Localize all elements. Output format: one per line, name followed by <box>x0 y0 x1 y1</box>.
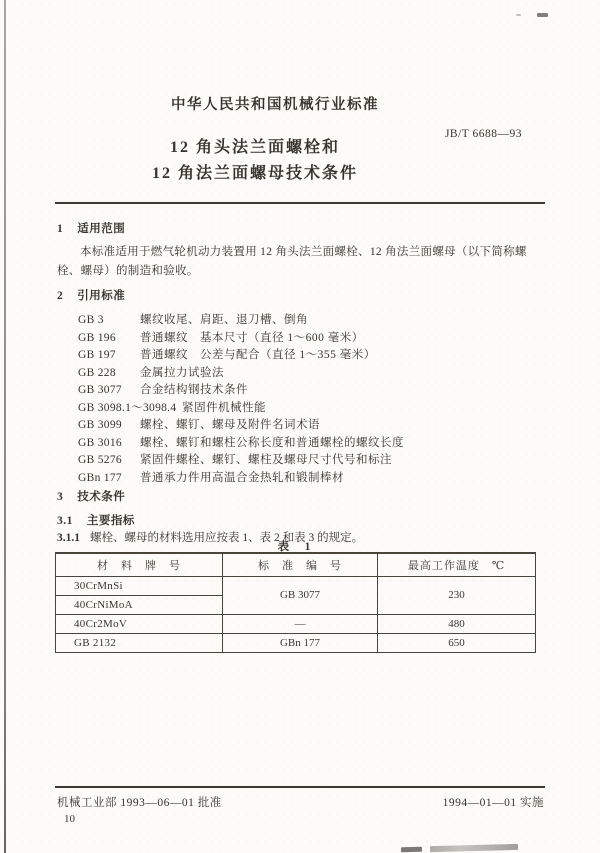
section-3-number: 3 <box>57 491 64 503</box>
clause-3-1-1-text: 螺栓、螺母的材料选用应按表 1、表 2 和表 3 的规定。 <box>90 532 364 544</box>
standard-code: GB 3098.1～3098.4 <box>78 401 177 414</box>
scan-artifact-dot <box>516 14 521 16</box>
standard-title: 普通螺纹 公差与配合（直径 1～355 毫米） <box>140 349 376 361</box>
section-1-heading <box>57 220 125 236</box>
section-3-1-number: 3.1 <box>57 515 73 527</box>
standard-title: 普通承力件用高温合金热轧和锻制棒材 <box>140 471 344 484</box>
standard-title: 螺纹收尾、肩距、退刀槽、倒角 <box>140 314 308 326</box>
standard-code: GB 196 <box>78 331 116 344</box>
standard-code: GB 3016 <box>78 436 122 449</box>
list-item <box>78 417 538 435</box>
footer-implementation-text: 1994—01—01 实施 <box>442 797 544 809</box>
cell-max-temp: 480 <box>378 614 536 633</box>
section-2-title: 引用标准 <box>77 290 126 302</box>
clause-3-1-1-number: 3.1.1 <box>57 532 80 544</box>
section-1-title: 适用范围 <box>77 223 126 235</box>
footer-divider <box>55 786 545 788</box>
list-item <box>78 312 538 330</box>
table-row <box>56 614 536 633</box>
standard-code: GB 3077 <box>78 384 122 396</box>
section-2-heading <box>57 287 125 303</box>
list-item <box>78 435 538 453</box>
standard-code: GBn 177 <box>78 471 122 484</box>
document-title-line2: 12 角法兰面螺母技术条件 <box>151 165 358 182</box>
cell-max-temp: 230 <box>378 576 536 614</box>
cell-standard: GB 3077 <box>223 576 378 614</box>
column-header-material: 材 料 牌 号 <box>56 553 223 576</box>
header-divider <box>55 202 545 204</box>
cell-material: 40Cr2MoV <box>56 614 223 633</box>
section-1-number: 1 <box>57 223 64 235</box>
standard-title: 紧固件螺栓、螺钉、螺柱及螺母尺寸代号和标注 <box>140 454 392 466</box>
standard-org-label: 中华人民共和国机械行业标准 <box>171 97 379 113</box>
table-header-row <box>56 553 536 576</box>
cell-material: 30CrMnSi <box>56 576 223 595</box>
standard-code: GB 3099 <box>78 419 122 431</box>
column-header-standard: 标 准 编 号 <box>223 553 378 576</box>
list-item <box>78 365 538 383</box>
list-item <box>78 452 538 470</box>
scan-edge-shadow <box>4 0 6 853</box>
section-3-1-title: 主要指标 <box>86 515 135 527</box>
standard-title: 螺栓、螺钉和螺柱公称长度和普通螺栓的螺纹长度 <box>140 436 404 449</box>
standard-code: GB 197 <box>78 349 116 361</box>
referenced-standards-list <box>78 312 538 487</box>
scan-artifact-dash <box>537 13 548 17</box>
standard-code: GB 228 <box>78 366 116 379</box>
cell-standard: GBn 177 <box>223 633 378 652</box>
list-item <box>78 382 538 400</box>
cell-standard: — <box>223 614 378 633</box>
cell-max-temp: 650 <box>378 633 536 652</box>
list-item <box>78 347 538 365</box>
standard-title: 普通螺纹 基本尺寸（直径 1～600 毫米） <box>140 331 364 344</box>
list-item <box>78 400 538 418</box>
table-row <box>56 633 536 652</box>
section-3-heading <box>57 488 125 504</box>
standard-code: GB 5276 <box>78 454 122 466</box>
document-title-line1: 12 角头法兰面螺栓和 <box>169 139 340 156</box>
standard-title: 金属拉力试验法 <box>140 366 224 379</box>
column-header-max-temp: 最高工作温度 ℃ <box>378 553 536 576</box>
section-2-number: 2 <box>57 290 64 302</box>
footer-approval-text: 机械工业部 1993—06—01 批准 <box>57 797 222 809</box>
table-1-materials <box>55 552 536 653</box>
table-row <box>56 576 536 595</box>
list-item <box>78 330 538 348</box>
cell-material: 40CrNiMoA <box>56 595 223 614</box>
section-3-title: 技术条件 <box>77 491 126 503</box>
standard-title: 合金结构钢技术条件 <box>140 384 248 396</box>
standard-title: 螺栓、螺钉、螺母及附件名词术语 <box>140 419 320 431</box>
list-item <box>78 470 538 488</box>
standard-title: 紧固件机械性能 <box>182 401 267 414</box>
scan-artifact-smudge <box>401 847 422 853</box>
standard-code: JB/T 6688—93 <box>444 128 522 140</box>
page-number: 10 <box>64 813 75 825</box>
section-1-body: 本标准适用于燃气轮机动力装置用 12 角头法兰面螺栓、12 角法兰面螺母（以下简称螺栓、螺母）的制造和验收。 <box>57 246 527 277</box>
section-3-1-heading <box>57 512 135 528</box>
cell-material: GB 2132 <box>56 633 223 652</box>
table-1-caption: 表 1 <box>277 541 313 553</box>
scan-artifact-smudge <box>430 844 518 852</box>
standard-code: GB 3 <box>78 314 104 326</box>
